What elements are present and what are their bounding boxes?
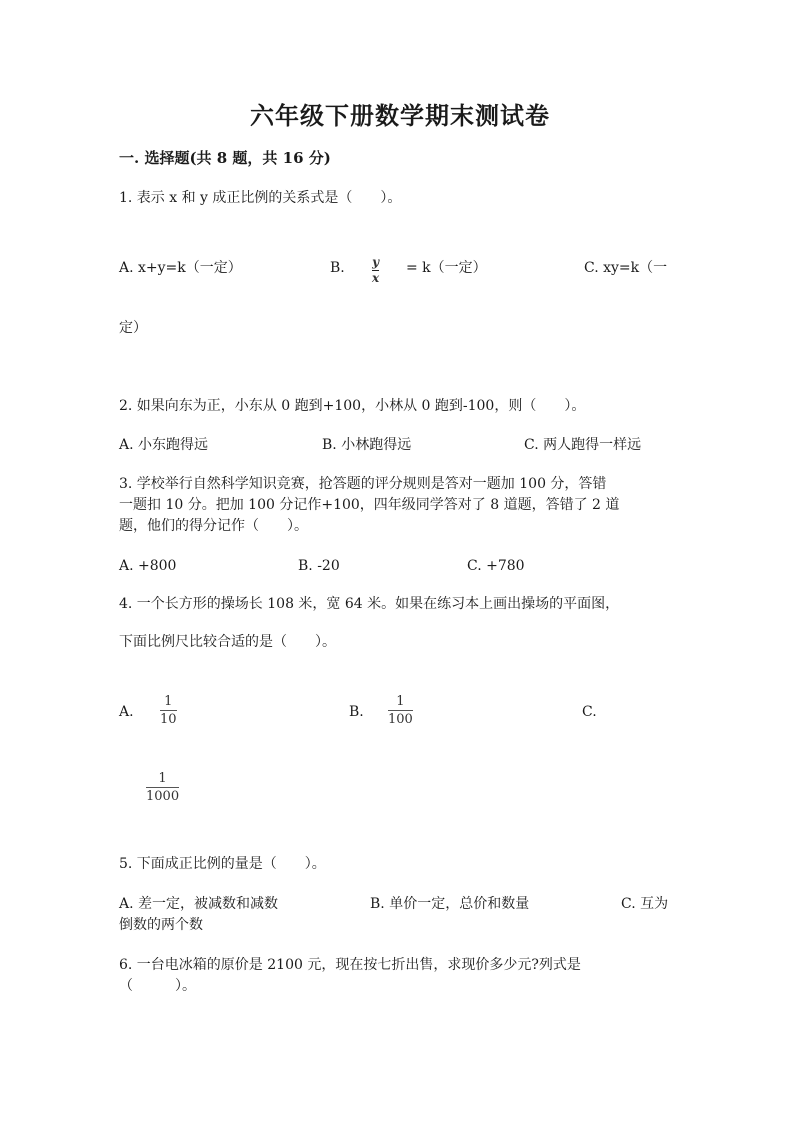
question-4-line-2: 下面比例尺比较合适的是（ ）。 bbox=[119, 634, 336, 650]
question-1-stem: 1. 表示 x 和 y 成正比例的关系式是（ ）。 bbox=[119, 190, 402, 206]
question-4-option-c-label: C. bbox=[582, 704, 597, 720]
fraction-denominator: 10 bbox=[160, 712, 177, 727]
question-3-line-3: 题，他们的得分记作（ ）。 bbox=[119, 518, 308, 534]
question-4-option-a-label: A. bbox=[119, 704, 134, 720]
question-4-option-b-fraction bbox=[388, 694, 413, 727]
question-2-stem: 2. 如果向东为正，小东从 0 跑到+100，小林从 0 跑到-100，则（ ）。 bbox=[119, 398, 586, 414]
question-5-option-b: B. 单价一定，总价和数量 bbox=[370, 896, 530, 912]
question-3-option-a: A. +800 bbox=[119, 558, 177, 574]
question-1-option-c-continued: 定） bbox=[119, 320, 147, 336]
fraction-numerator: 1 bbox=[396, 694, 405, 709]
question-6-line-1: 6. 一台电冰箱的原价是 2100 元，现在按七折出售，求现价多少元?列式是 bbox=[119, 957, 581, 973]
question-2-option-a: A. 小东跑得远 bbox=[119, 437, 209, 453]
question-5-option-a: A. 差一定，被减数和减数 bbox=[119, 896, 279, 912]
question-1-option-b-text: = k（一定） bbox=[406, 260, 487, 276]
fraction-bar bbox=[160, 710, 177, 711]
fraction-denominator: 1000 bbox=[146, 789, 180, 804]
question-1-option-b-label: B. bbox=[330, 260, 345, 276]
question-4-option-a-fraction bbox=[160, 694, 177, 727]
question-2-option-b: B. 小林跑得远 bbox=[322, 437, 412, 453]
question-6-line-2: （ ）。 bbox=[119, 978, 196, 994]
question-1-option-a: A. x+y=k（一定） bbox=[119, 260, 242, 276]
question-1-option-b-fraction bbox=[372, 256, 379, 285]
page-title: 六年级下册数学期末测试卷 bbox=[250, 101, 550, 130]
fraction-denominator: 100 bbox=[388, 712, 413, 727]
question-4-line-1: 4. 一个长方形的操场长 108 米，宽 64 米。如果在练习本上画出操场的平面图， bbox=[119, 596, 620, 612]
question-3-option-b: B. -20 bbox=[298, 558, 340, 574]
section-heading: 一. 选择题(共 8 题，共 16 分) bbox=[119, 149, 331, 167]
question-5-stem: 5. 下面成正比例的量是（ ）。 bbox=[119, 856, 326, 872]
question-3-option-c: C. +780 bbox=[467, 558, 525, 574]
fraction-numerator: y bbox=[372, 255, 380, 269]
question-1-option-c: C. xy=k（一 bbox=[584, 260, 668, 276]
question-3-line-2: 一题扣 10 分。把加 100 分记作+100，四年级同学答对了 8 道题，答错了 2 道 bbox=[119, 497, 620, 513]
fraction-numerator: 1 bbox=[158, 771, 167, 786]
fraction-denominator: x bbox=[372, 271, 380, 285]
question-3-line-1: 3. 学校举行自然科学知识竞赛，抢答题的评分规则是答对一题加 100 分，答错 bbox=[119, 476, 607, 492]
fraction-numerator: 1 bbox=[164, 694, 173, 709]
fraction-bar bbox=[146, 787, 179, 788]
question-5-option-c-continued: 倒数的两个数 bbox=[119, 917, 203, 933]
question-4-option-b-label: B. bbox=[349, 704, 364, 720]
fraction-bar bbox=[388, 710, 413, 711]
question-4-option-c-fraction bbox=[146, 771, 179, 804]
question-2-option-c: C. 两人跑得一样远 bbox=[524, 437, 642, 453]
question-5-option-c: C. 互为 bbox=[621, 896, 669, 912]
